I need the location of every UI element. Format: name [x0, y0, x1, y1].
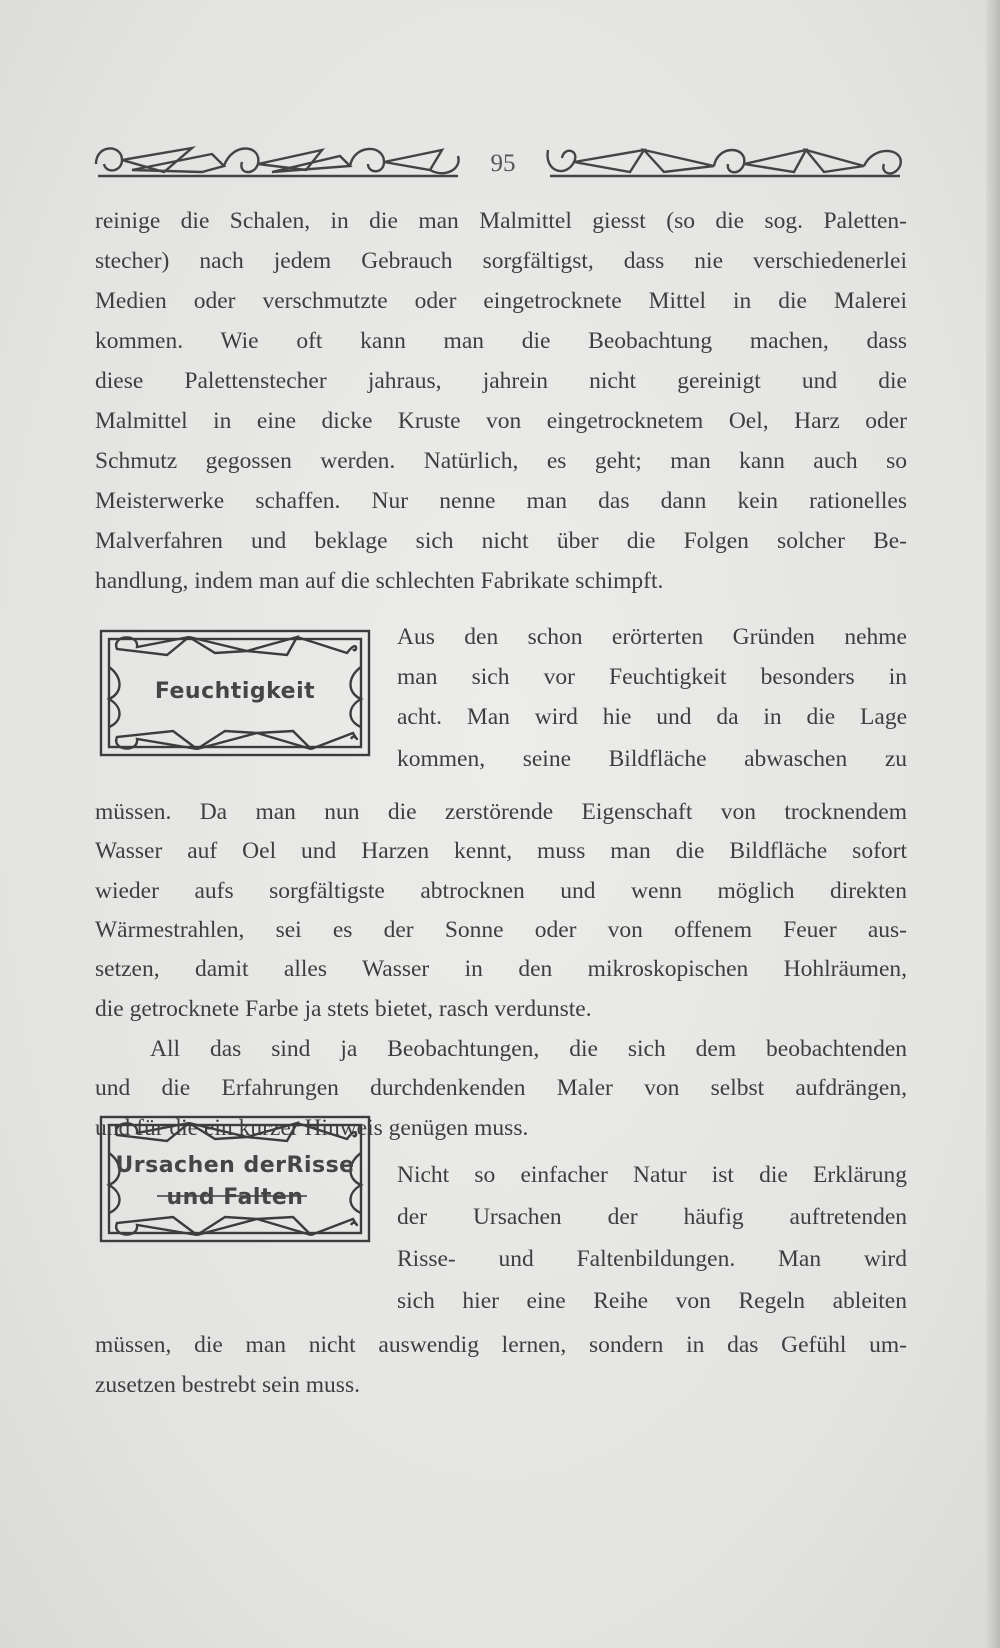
- page-number: 95: [490, 150, 516, 177]
- text-line: kommen, seine Bildfläche abwaschen zu: [397, 746, 907, 772]
- text-line: müssen. Da man nun die zerstörende Eigenschaft von trocknendem: [95, 799, 907, 825]
- page-edge: [986, 0, 1000, 1648]
- text-line: zusetzen bestrebt sein muss.: [95, 1372, 360, 1398]
- text-line: All das sind ja Beobachtungen, die sich dem beobachtenden: [150, 1036, 907, 1062]
- text-line: Risse- und Faltenbildungen. Man wird: [397, 1246, 907, 1272]
- text-line: der Ursachen der häufig auftretenden: [397, 1204, 907, 1230]
- text-line: und für die ein kurzer Hinweis genügen muss.: [95, 1115, 529, 1141]
- text-line: kommen. Wie oft kann man die Beobachtung machen, dass: [95, 328, 907, 354]
- text-line: Nicht so einfacher Natur ist die Erklärung: [397, 1162, 907, 1188]
- text-line: Schmutz gegossen werden. Natürlich, es geht; man kann auch so: [95, 448, 907, 474]
- text-line: Aus den schon erörterten Gründen nehme: [397, 624, 907, 650]
- text-line: reinige die Schalen, in die man Malmittel giesst (so die sog. Paletten-: [95, 208, 907, 234]
- text-line: müssen, die man nicht auswendig lernen, sondern in das Gefühl um-: [95, 1332, 907, 1358]
- text-line: Malverfahren und beklage sich nicht über die Folgen solcher Be-: [95, 528, 907, 554]
- sidenote-label-line2: und Falten: [166, 1185, 304, 1210]
- text-line: man sich vor Feuchtigkeit besonders in: [397, 664, 907, 690]
- text-line: sich hier eine Reihe von Regeln ableiten: [397, 1288, 907, 1314]
- text-line: stecher) nach jedem Gebrauch sorgfältigst, dass nie verschiedenerlei: [95, 248, 907, 274]
- text-line: setzen, damit alles Wasser in den mikroskopischen Hohlräumen,: [95, 956, 907, 982]
- sidenote-box-feuchtigkeit: [97, 627, 373, 759]
- text-line: wieder aufs sorgfältigste abtrocknen und wenn möglich direkten: [95, 878, 907, 904]
- text-line: Malmittel in eine dicke Kruste von eingetrocknetem Oel, Harz oder: [95, 408, 907, 434]
- text-line: Wärmestrahlen, sei es der Sonne oder von offenem Feuer aus-: [95, 917, 907, 943]
- header-ornament-right-icon: [544, 136, 907, 186]
- sidenote-label-line1: Ursachen derRisse: [115, 1153, 355, 1178]
- sidenote-label: Feuchtigkeit: [154, 679, 316, 704]
- text-line: Meisterwerke schaffen. Nur nenne man das dann kein rationelles: [95, 488, 907, 514]
- text-line: acht. Man wird hie und da in die Lage: [397, 704, 907, 730]
- page-header: [92, 136, 907, 186]
- header-ornament-left-icon: [92, 136, 462, 186]
- text-line: Medien oder verschmutzte oder eingetrocknete Mittel in die Malerei: [95, 288, 907, 314]
- text-line: Wasser auf Oel und Harzen kennt, muss man die Bildfläche sofort: [95, 838, 907, 864]
- text-line: handlung, indem man auf die schlechten Fabrikate schimpft.: [95, 568, 664, 594]
- text-line: die getrocknete Farbe ja stets bietet, rasch verdunste.: [95, 996, 592, 1022]
- text-line: diese Palettenstecher jahraus, jahrein nicht gereinigt und die: [95, 368, 907, 394]
- text-line: und die Erfahrungen durchdenkenden Maler von selbst aufdrängen,: [95, 1075, 907, 1101]
